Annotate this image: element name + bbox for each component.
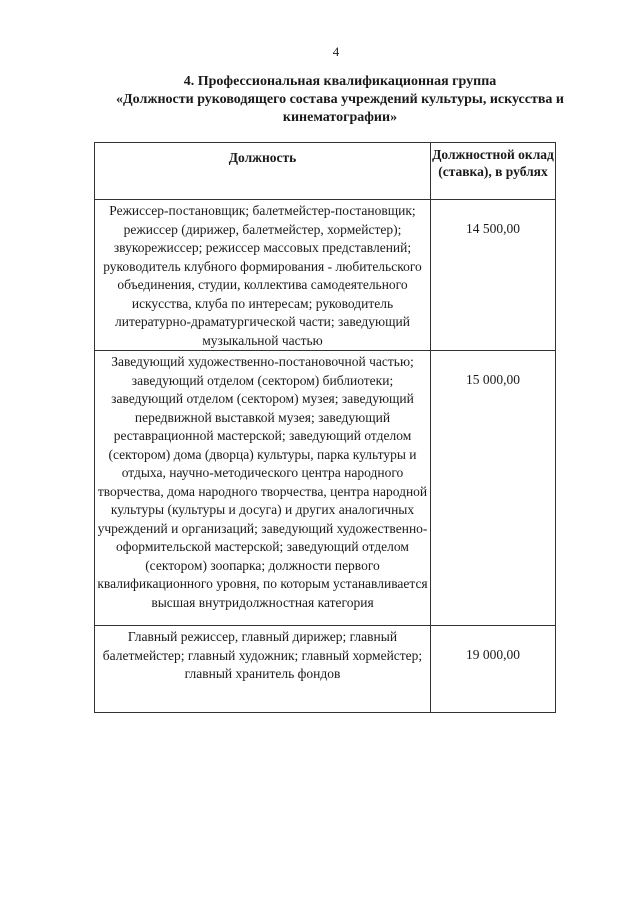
table-row (95, 200, 556, 351)
heading-line-3: кинематографии» (282, 110, 398, 125)
salary-cell: 15 000,00 (431, 351, 556, 626)
header-salary: Должностной оклад (ставка), в рублях (431, 143, 556, 200)
header-position: Должность (95, 143, 431, 200)
position-cell: Заведующий художественно-постановочной частью; заведующий отделом (сектором) библиотеки; заведующий отделом (сектором) музея; заведующий передвижной выставкой музея; заведующий реставрационной мастерской; заведующий отделом (сектором) дома (дворца) культуры, парка культуры и отдыха, научно-методического центра народного творчества, дома народного творчества, центра народной культуры (культуры и досуга) и других аналогичных учреждений и организаций; заведующий художественно-оформительской мастерской; заведующий отделом (сектором) зоопарка; должности первого квалификационного уровня, по которым устанавливается высшая внутридолжностная категория (95, 351, 431, 626)
salary-cell: 14 500,00 (431, 200, 556, 351)
heading-line-2: «Должности руководящего состава учреждений культуры, искусства и (116, 92, 564, 107)
salary-cell: 19 000,00 (431, 626, 556, 713)
page-number: 4 (332, 44, 340, 59)
table-header-row (95, 143, 556, 200)
heading-line-1: 4. Профессиональная квалификационная группа (183, 74, 497, 89)
salary-table (94, 142, 556, 713)
position-cell: Главный режиссер, главный дирижер; главный балетмейстер; главный художник; главный хормейстер; главный хранитель фондов (95, 626, 431, 713)
section-heading (80, 73, 600, 127)
table-row (95, 351, 556, 626)
table-row (95, 626, 556, 713)
position-cell: Режиссер-постановщик; балетмейстер-постановщик; режиссер (дирижер, балетмейстер, хормейстер); звукорежиссер; режиссер массовых представлений; руководитель клубного формирования - любительского объединения, студии, коллектива самодеятельного искусства, клуба по интересам; руководитель литературно-драматургической части; заведующий музыкальной частью (95, 200, 431, 351)
